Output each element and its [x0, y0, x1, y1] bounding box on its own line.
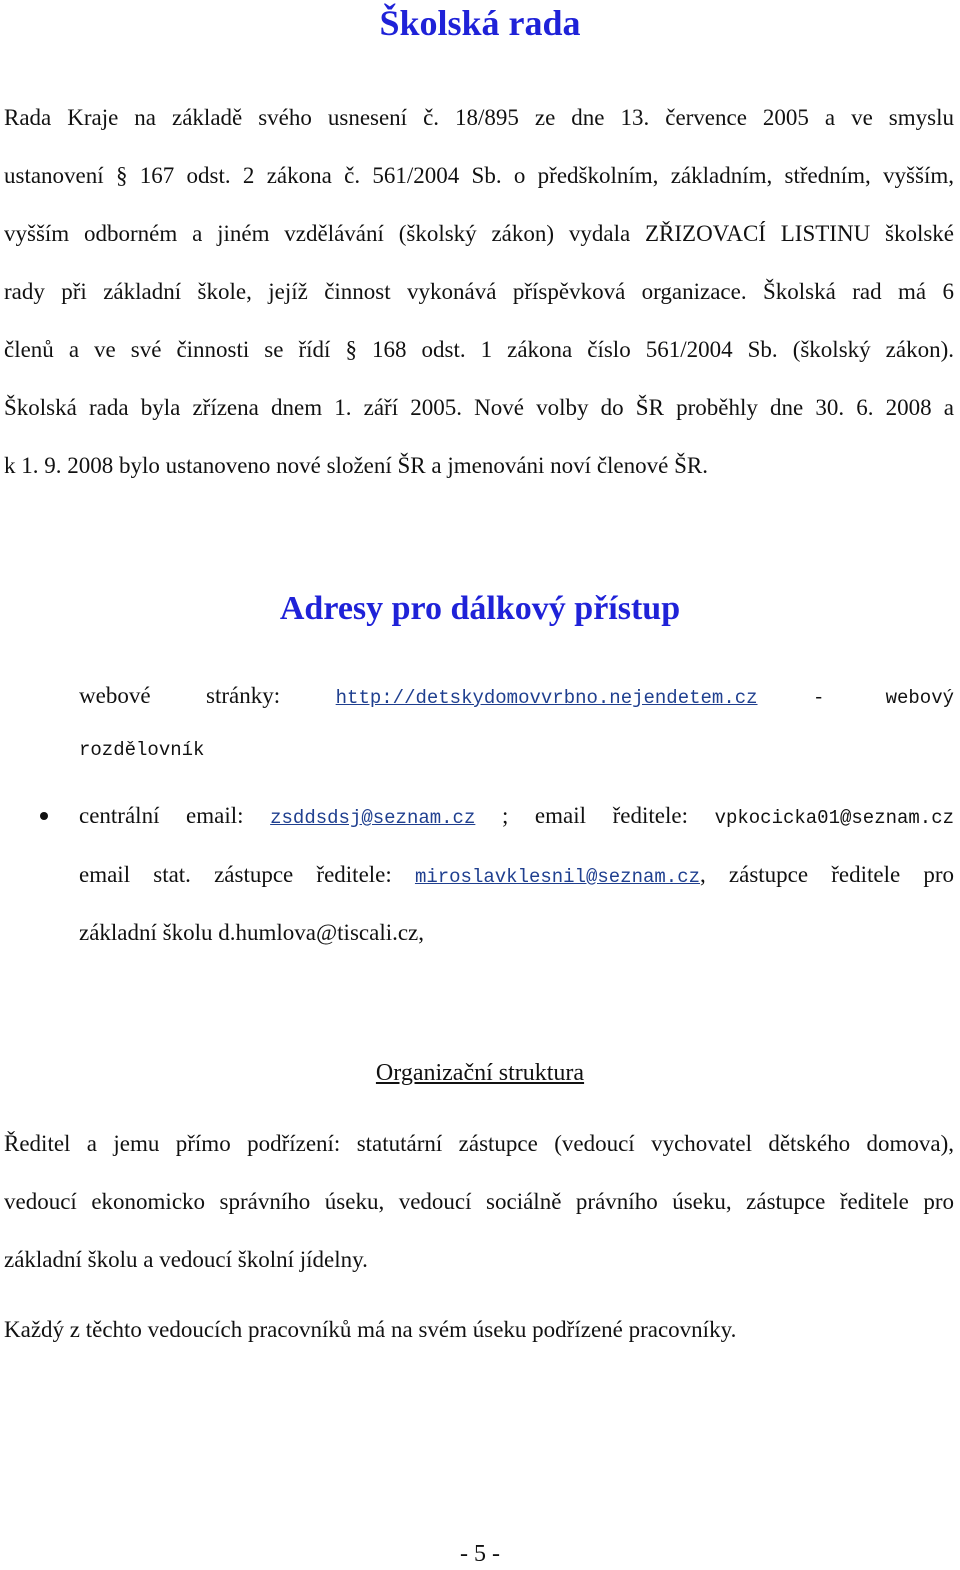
central-email-link[interactable]: zsddsdsj@seznam.cz: [270, 807, 476, 829]
web-suffix-line: rozdělovník: [79, 739, 205, 761]
web-url-link[interactable]: http://detskydomovvrbno.nejendetem.cz: [335, 687, 758, 709]
paragraph-line: rady při základní škole, jejíž činnost vykonává příspěvková organizace. Školská rad má 6: [4, 279, 954, 304]
central-email-line: [79, 801, 954, 833]
org-line: vedoucí ekonomicko správního úseku, vedoucí sociálně právního úseku, zástupce ředitele pro: [4, 1189, 954, 1214]
section-heading-remote-access: Adresy pro dálkový přístup: [279, 590, 681, 627]
web-label: webové stránky:: [79, 683, 281, 708]
director-email: vpkocicka01@seznam.cz: [714, 807, 955, 829]
deputy-email-label: email stat. zástupce ředitele:: [79, 862, 392, 887]
web-address-line: [79, 681, 954, 713]
school-email-line: základní školu d.humlova@tiscali.cz,: [79, 920, 425, 945]
deputy-school-label: , zástupce ředitele pro: [700, 862, 955, 887]
bullet-icon: [40, 812, 48, 820]
org-line: základní školu a vedoucí školní jídelny.: [4, 1247, 368, 1272]
director-email-label: ; email ředitele:: [501, 803, 688, 828]
paragraph-line: ustanovení § 167 odst. 2 zákona č. 561/2004 Sb. o předškolním, základním, středním, vyšším,: [4, 163, 954, 188]
page-number: - 5 -: [460, 1541, 500, 1567]
paragraph-line: k 1. 9. 2008 bylo ustanoveno nové složení ŠR a jmenováni noví členové ŠR.: [4, 453, 708, 478]
paragraph-line: Školská rada byla zřízena dnem 1. září 2005. Nové volby do ŠR proběhly dne 30. 6. 2008 a: [4, 395, 954, 420]
paragraph-line: členů a ve své činnosti se řídí § 168 odst. 1 zákona číslo 561/2004 Sb. (školský zákon).: [4, 337, 954, 362]
section-heading-organization: Organizační struktura: [375, 1060, 585, 1086]
org-line: Ředitel a jemu přímo podřízení: statutární zástupce (vedoucí vychovatel dětského domova),: [4, 1131, 954, 1156]
paragraph-line: vyšším odborném a jiném vzdělávání (školský zákon) vydala ZŘIZOVACÍ LISTINU školské: [4, 221, 954, 246]
web-suffix: - webový: [813, 687, 955, 709]
deputy-email-line: [79, 860, 954, 892]
deputy-email-link[interactable]: miroslavklesnil@seznam.cz: [414, 866, 700, 888]
central-email-label: centrální email:: [79, 803, 244, 828]
page-title: Školská rada: [379, 3, 581, 43]
org-closing-line: Každý z těchto vedoucích pracovníků má na svém úseku podřízené pracovníky.: [4, 1317, 737, 1342]
paragraph-line: Rada Kraje na základě svého usnesení č. 18/895 ze dne 13. července 2005 a ve smyslu: [4, 105, 954, 130]
